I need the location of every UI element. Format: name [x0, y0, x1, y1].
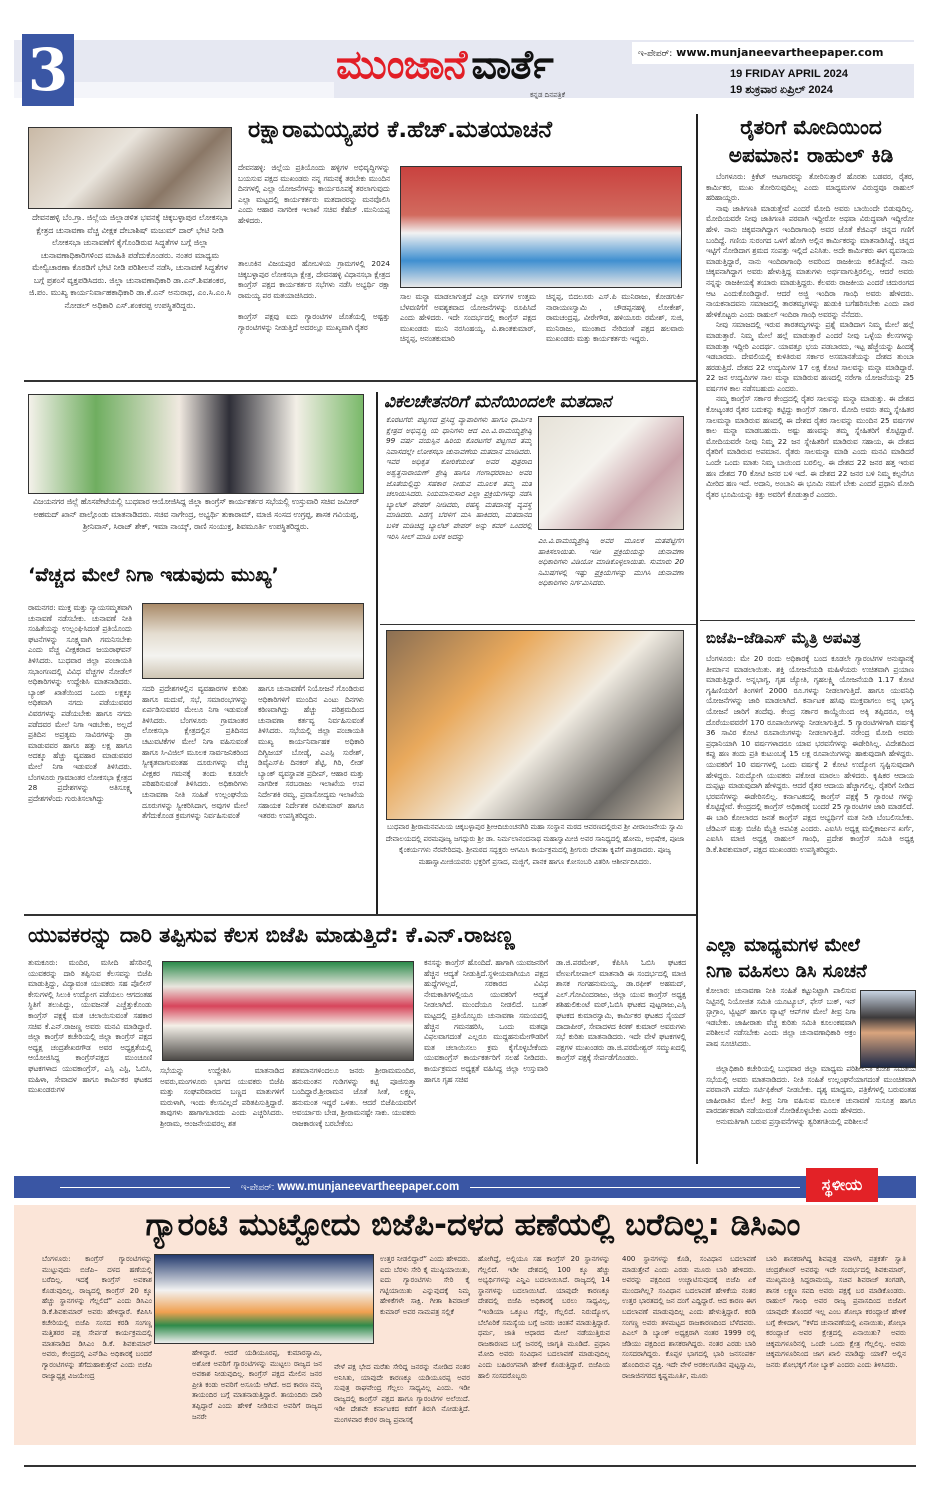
- newspaper-logo: [336, 42, 636, 102]
- article-text-media: [706, 1064, 916, 1164]
- paragraph: ನಮ್ಮ ಕಾಂಗ್ರೆಸ್ ಸರ್ಕಾರ ಕೇಂದ್ರದಲ್ಲಿ ರೈತರ ಸಾಲವನ್ನು ಮನ್ನಾ ಮಾಡುತ್ತು. ಈ ದೇಶದ ಕೋಟ್ಯಂತರ ರೈತರ ಬದುಕನ್ನು ಕಟ್ಟಿದ್ದು ಕಾಂಗ್ರೆಸ್ ಸರ್ಕಾರ. ಮೋದಿ ಅವರು ತಮ್ಮ ಸ್ನೇಹಿತರ ಸಾಲಮನ್ನಾ ಮಾಡಿರುವ ಹಣದಲ್ಲಿ ಈ ದೇಶದ ರೈತರ ಸಾಲವನ್ನು ಮುಂದಿನ 25 ವರ್ಷಗಳ ಕಾಲ ಮನ್ನಾ ಮಾಡಬಹುದು. ಅಷ್ಟು ಹಣವನ್ನು ತಮ್ಮ ಸ್ನೇಹಿತರಿಗೆ ಕೊಟ್ಟಿದ್ದಾರೆ. ಮೋದಿಯವರೇ ನೀವು ನಿಮ್ಮ 22 ಜನ ಸ್ನೇಹಿತರಿಗೆ ಮಾಡಿರುವ ಸಹಾಯ, ಈ ದೇಶದ ರೈತರಿಗೆ ಮಾಡಿರುವ ಅಪಮಾನ. ರೈತರು ಸಾಲಮನ್ನಾ ಮಾಡಿ ಎಂದು ಮನವಿ ಮಾಡಿದರೆ ಒಂದೇ ಒಂದು ಮಾತು ನಿಮ್ಮ ಬಾಯಿಂದ ಬರಲಿಲ್ಲ. ಈ ದೇಶದ 22 ಜನರ ಹತ್ತ ಇರುವ ಹಣ ದೇಶದ 70 ಕೋಟಿ ಜನರ ಬಳಿ ಇದೆ. ಈ ದೇಶದ 22 ಜನರ ಬಳಿ ನಿಮ್ಮ ಕಲ್ಪನೆಗೂ ಮೀರಿದ ಹಣ ಇದೆ. ಅದಾನಿ, ಅಂಬಾನಿ ಈ ಭೂಮಿ ನಮಗೆ ಬೇಕು ಎಂದರೆ ಪ್ರಧಾನಿ ಮೋದಿ ರೈತರ ಭೂಮಿಯನ್ನು ಕಿತ್ತು ಅವರಿಗೆ ಕೊಡುತ್ತಾರೆ ಎಂದರು.: [706, 394, 914, 499]
- photo-zilla-panchayat-meeting: [142, 603, 364, 679]
- photo-congress-youth-meeting: [162, 961, 414, 1061]
- headline-vikala: ವಿಕಲಚೇತನರಿಗೆ ಮನೆಯಿಂದಲೇ ಮತದಾನ: [384, 392, 612, 412]
- article-text: ತಾಲೂಕಿನ ವಿಜಯಪುರ ಹೋಬಳಿಯ ಗ್ರಾಮಗಳಲ್ಲಿ 2024 ಚಿಕ್ಕಬಳ್ಳಾಪುರ ಲೋಕಸಭಾ ಕ್ಷೇತ್ರ, ದೇವನಹಳ್ಳಿ ವಿಧಾನಸಭಾ ಕ್ಷೇತ್ರದ ಕಾಂಗ್ರೆಸ್ ಪಕ್ಷದ ಕಾರ್ಯಕರ್ತರ ಸಭೆಗಳು ನಡೆಸಿ ಅಭ್ಯರ್ಥಿ ರಕ್ಷಾ ರಾಮಯ್ಯ ಪರ ಮತಯಾಚಿಸಿದರು.: [238, 259, 390, 300]
- footer-epaper-link[interactable]: [234, 1176, 466, 1198]
- band-decorative-line: [60, 1187, 230, 1188]
- epaper-url[interactable]: www.munjaneevartheepaper.com: [676, 46, 884, 59]
- headline-vechha: ‘ವೆಚ್ಚದ ಮೇಲೆ ನಿಗಾ ಇಡುವುದು ಮುಖ್ಯ’: [28, 564, 279, 586]
- bottom-rule: [24, 1465, 916, 1467]
- paragraph: ಬೆಂಗಳೂರು: ಕ್ರಿಕೆಟ್ ಆಟಗಾರರನ್ನು ತೋರಿಸುತ್ತಾರೆ ಹೊರತು ಬಡವರ, ರೈತರ, ಕಾರ್ಮಿಕರ, ಮುಖ ತೋರಿಸುವುದಿಲ್ಲ ಎಂದು ಮಾಧ್ಯಮಗಳ ವಿರುದ್ಧವೂ ರಾಹುಲ್ ಹರಿಹಾಯ್ದರು.: [706, 172, 914, 203]
- article-text: ಸಭೆಯನ್ನು ಉದ್ದೇಶಿಸಿ ಮಾತನಾಡಿದ ಅವರು,ಮಂಗಳೂರು ಭಾಗದ ಯುವಕರು ಬಿಜೆಪಿ ಮತ್ತು ಸಂಘಪರಿವಾರದ ಬಣ್ಣದ ಮಾತುಗಳಿಗೆ ಮರುಳಾಗಿ, ಇಂದು ಕೆಲಸವಿಲ್ಲದೆ ಪರಿತಪಿಸುತ್ತಿದ್ದಾರೆ. ತಾವುಗಳು ಹಾಗಾಗಬಾರದು ಎಂದು ಎಚ್ಚರಿಸಿದರು. ಶ್ರೀರಾಮ, ಆಂಜನೇಯವರಲ್ಲ ಶತ: [160, 1066, 284, 1128]
- article-text: ಹೋಗಿದ್ದೆ, ಅಲ್ಲಿಯೂ ಸಹ ಕಾಂಗ್ರೆಸ್ 20 ಸ್ಥಾನಗಳನ್ನು ಗೆಲ್ಲಲಿದೆ. ಇಡೀ ದೇಶದಲ್ಲಿ 100 ಕ್ಕೂ ಹೆಚ್ಚು ಅಭ್ಯರ್ಥಿಗಳನ್ನು ಎನ್ಡಿಎ ಬದಲಾಯಿಸಿದೆ. ರಾಜ್ಯದಲ್ಲಿ 14 ಸ್ಥಾನಗಳನ್ನು ಬದಲಾಯಿಸಿದೆ. ಯಾವುದೇ ಕಾರಣಕ್ಕೂ ದೇಶದಲ್ಲಿ ಬಿಜೆಪಿ ಅಧಿಕಾರಕ್ಕೆ ಬರಲು ಸಾಧ್ಯವಿಲ್ಲ, “ಇಂಡಿಯಾ ಒಕ್ಕೂಟ ಗೆದ್ದೇ, ಗೆಲ್ಲಲಿದೆ. ನಿರುದ್ಯೋಗ, ಬೆಲೆಏರಿಕೆ ಸಮಸ್ಯೆಯ ಬಗ್ಗೆ ಜನರು ಚಿಂತನೆ ಮಾಡುತ್ತಿದ್ದಾರೆ. ಧರ್ಮ, ಜಾತಿ ಆಧಾರದ ಮೇಲೆ ನಡೆಯುತ್ತಿರುವ ರಾಜಕಾರಣದ ಬಗ್ಗೆ ಜನರಲ್ಲಿ ಜಾಗೃತಿ ಮೂಡಿದೆ. ಪ್ರಧಾನಿ ಮೋದಿ ಅವರು ಸಂವಿಧಾನ ಬದಲಾವಣೆ ಮಾಡುವುದಿಲ್ಲ ಎಂದು ಬಹಿರಂಗವಾಗಿ ಹೇಳಿಕೆ ಕೊಡುತ್ತಿದ್ದಾರೆ. ಬಿಜೆಪಿಯ ಹಾಲಿ ಸಂಸದರೊಬ್ಬರು: [478, 1255, 610, 1380]
- article-text: ಕನಸನ್ನು ಕಾಂಗ್ರೆಸ್ ಹೊಂದಿದೆ. ಹಾಗಾಗಿ ಯುವಜನರಿಗೆ ಹೆಚ್ಚಿನ ಆದ್ಯತೆ ನೀಡುತ್ತಿದೆ.ಸ್ಥಳೀಯವಾಗಿಯೂ ಪಕ್ಷದ ಹುದ್ದೆಗಳಲ್ಲದೆ, ಸರಕಾರದ ವಿವಿಧ ನೇಮಕಾತಿಗಳಲ್ಲಿಯೂ ಯುವಕರಿಗೆ ಆದ್ಯತೆ ನೀಡಲಾಗಿದೆ. ಮುಂದೆಯೂ ನೀಡಲಿದೆ. ಬೂತ್ ಮಟ್ಟದಲ್ಲಿ ಪ್ರತಿಯೊಬ್ಬರು ಚುನಾವಣಾ ಸಮಯದಲ್ಲಿ ಹೆಚ್ಚಿನ ಗಮನಹರಿಸಿ, ಒಂದು ಮತವೂ ವಿಫಲವಾಗದಂತೆ ಎಲ್ಲರೂ ಮುದ್ದಹನುಮೇಗೌಡರಿಗೆ ಮತ ಚಲಾಯಿಸಲು ಕ್ರಮ ಕೈಗೊಳ್ಳಬೇಕೆಂದು ಯುವಕಾಂಗ್ರೆಸ್ ಕಾರ್ಯಕರ್ತರಿಗೆ ಸಲಹೆ ನೀಡಿದರು. ಕಾರ್ಯಕ್ರಮದ ಅಧ್ಯಕ್ಷತೆ ವಹಿಸಿದ್ದ ಜಿಲ್ಲಾ ಉಸ್ತುವಾರಿ ಹಾಗೂ ಗೃಹ ಸಚಿವ: [424, 958, 548, 1084]
- article-text: ಶತಮಾನಗಳಿಂದಲೂ ಜನರು ಶ್ರೀರಾಮಮಂದಿರ, ಹನುಮಂತನ ಗುಡಿಗಳನ್ನು ಕಟ್ಟಿ ಪೂಜಿಸುತ್ತಾ ಬಂದಿದ್ದಾರೆ.ಶ್ರೀರಾಮನ ಜೊತೆ ಸೀತೆ, ಲಕ್ಷ್ಮಣ, ಹನುಮಂತ ಇದ್ದರೆ ಒಳಿತು. ಆದರೆ ಬಿಜೆಪಿಯವರಿಗೆ ಅವರ್ಯಾರು ಬೇಡ, ಶ್ರೀರಾಮನಷ್ಟೇ ಸಾಕು. ಯುವಕರು ರಾಜಕಾರಣಕ್ಕೆ ಬರಬೇಕೆಂಬ: [292, 1066, 416, 1128]
- paragraph: ಜಿಲ್ಲಾಧಿಕಾರಿ ಕಚೇರಿಯಲ್ಲಿ ಬುಧವಾರ ಜಿಲ್ಲಾ ಮಾಧ್ಯಮ ಪರಿಶೀಲನಾ ಕೋಶ ಸಮಿತಿಯ ಸಭೆಯಲ್ಲಿ ಅವರು ಮಾತನಾಡಿದರು. ನೀತಿ ಸಂಹಿತೆ ಉಲ್ಲಂಘನೆಯಾಗದಂತೆ ಮುಂಚಿತವಾಗಿ ಪರವಾನಗಿ ಪಡೆದು ಸರ್ಟಿಫಿಕೇಟ್ ನೀಡಬೇಕು. ದೃಶ್ಯ ಮಾಧ್ಯಮ, ಪತ್ರಿಕೆಗಳಲ್ಲಿ ಬರುವಂತಹ ಜಾಹೀರಾತಿನ ಮೇಲೆ ತೀವ್ರ ನಿಗಾ ವಹಿಸುವ ಮೂಲಕ ಚುನಾವಣೆ ಸುಸೂತ್ರ ಹಾಗೂ ಪಾರದರ್ಶಕವಾಗಿ ನಡೆಯುವಂತೆ ನೋಡಿಕೊಳ್ಳಬೇಕು ಎಂದು ಹೇಳಿದರು.: [706, 1064, 916, 1116]
- paragraph: ಅನುಮತಿಗಾಗಿ ಬರುವ ಪ್ರಸ್ತಾವನೆಗಳನ್ನು ತ್ವರಿತಗತಿಯಲ್ಲಿ ಪರಿಶೀಲನೆ: [716, 1116, 868, 1126]
- article-text: ಕಾಂಗ್ರೆಸ್ ಪಕ್ಷವು ಐದು ಗ್ಯಾರಂಟಿಗಳ ಜೊತೆಯಲ್ಲಿ ಅಷ್ಟತ್ತು ಗ್ಯಾರಂಟಿಗಳನ್ನು ನೀಡುತ್ತಿದೆ ಅದರಲ್ಲೂ ಮುಖ್ಯವಾಗಿ ರೈತರ: [238, 312, 390, 332]
- band-decorative-line: [470, 1187, 800, 1188]
- article-text: ಬೆಂಗಳೂರು: ಮೇ 20 ರಂದು ಅಧಿಕಾರಕ್ಕೆ ಬಂದ ಕೂಡಲೇ ಗ್ಯಾರಂಟಿಗಳ ಅನುಷ್ಠಾನಕ್ಕೆ ತೀರ್ಮಾನ ಮಾಡಲಾಯಿತು. ಶಕ್ತಿ ಯೋಜನೆಯಡಿ ಮಹಿಳೆಯರು ಉಚಿತವಾಗಿ ಪ್ರಯಾಣ ಮಾಡುತ್ತಿದ್ದಾರೆ. ಅನ್ನಭಾಗ್ಯ, ಗೃಹ ಜ್ಯೋತಿ, ಗೃಹಲಕ್ಷ್ಮಿ ಯೋಜನೆಯಡಿ 1.17 ಕೋಟಿ ಗೃಹಿಣಿಯರಿಗೆ ತಿಂಗಳಿಗೆ 2000 ರೂ.ಗಳನ್ನು ನೀಡಲಾಗುತ್ತಿದೆ. ಹಾಗೂ ಯುವನಿಧಿ ಯೋಜನೆಗಳನ್ನು ಜಾರಿ ಮಾಡಲಾಗಿದೆ. ಕರ್ನಾಟಕ ಹಸಿವು ಮುಕ್ತವಾಗಲು ಅನ್ನ ಭಾಗ್ಯ ಯೋಜನೆ ಜಾರಿಗೆ ತಂದೆವು. ಕೇಂದ್ರ ಸರ್ಕಾರ ಕಾಯ್ದೆಯಿಂದ ಅಕ್ಕಿ ತಪ್ಪಿದರೂ, ಅಕ್ಕಿ ದೊರೆಯುವವರೆಗೆ 170 ರೂಪಾಯಿಗಳನ್ನು ನೀಡಲಾಗುತ್ತಿದೆ. 5 ಗ್ಯಾರಂಟಿಗಳಿಗಾಗಿ ವರ್ಷಕ್ಕೆ 36 ಸಾವಿರ ಕೋಟಿ ರೂಪಾಯಿಗಳನ್ನು ನೀಡಲಾಗುತ್ತಿದೆ. ನರೇಂದ್ರ ಮೋದಿ ಅವರು ಪ್ರಧಾನಿಯಾಗಿ 10 ವರ್ಷಗಳಾದರೂ ಯಾವ ಭರವಸೆಗಳನ್ನು ಈಡೇರಿಸಿಲ್ಲ. ವಿದೇಶದಿಂದ ಕಪ್ಪು ಹಣ ತಂದು ಪ್ರತಿ ಕುಟುಂಬಕ್ಕೆ 15 ಲಕ್ಷ ರೂಪಾಯಿಗಳನ್ನು ಹಾಕುವುದಾಗಿ ಹೇಳಿದ್ದರು. ಯುವಕರಿಗೆ 10 ವರ್ಷಗಳಲ್ಲಿ ಒಂದು ವರ್ಷಕ್ಕೆ 2 ಕೋಟಿ ಉದ್ಯೋಗ ಸೃಷ್ಟಿಸುವುದಾಗಿ ಹೇಳಿದ್ದರು. ನಿರುದ್ಯೋಗಿ ಯುವಕರು ಪಕೋಡ ಮಾರಲು ಹೇಳಿದರು. ಕೃಷಿಕರ ಆದಾಯ ದುಪ್ಪಟ್ಟು ಮಾಡುವುದಾಗಿ ಹೇಳಿದ್ದರು. ಆದರೆ ರೈತರ ಆದಾಯ ಹೆಚ್ಚಾಗಲಿಲ್ಲ. ರೈತರಿಗೆ ನೀಡಿದ ಭರವಸೆಗಳನ್ನು ಈಡೇರಿಸಲಿಲ್ಲ. ಕರ್ನಾಟಕದಲ್ಲಿ ಕಾಂಗ್ರೆಸ್ ಪಕ್ಷಕ್ಕೆ 5 ಗ್ಯಾರಂಟಿ ಗಳನ್ನು ಕೊಟ್ಟಿದ್ದೇವೆ. ಕೇಂದ್ರದಲ್ಲಿ ಕಾಂಗ್ರೆಸ್ ಅಧಿಕಾರಕ್ಕೆ ಬಂದರೆ 25 ಗ್ಯಾರಂಟಿಗಳ ಜಾರಿ ಮಾಡಲಿದೆ. ಈ ಬಾರಿ ಕೋಲಾರದ ಜನತೆ ಕಾಂಗ್ರೆಸ್ ಪಕ್ಷದ ಅಭ್ಯರ್ಥಿಗೆ ಮತ ನೀಡಿ ಬೆಂಬಲಿಸಬೇಕು. ಜೆಡಿಎಸ್ ಮತ್ತು ಬಿಜೆಪಿ ಮೈತ್ರಿ ಅಪವಿತ್ರ ಎಂದರು. ಎಐಸಿಸಿ ಅಧ್ಯಕ್ಷ ಮಲ್ಲಿಕಾರ್ಜುನ ಖರ್ಗೆ, ಎಐಸಿಸಿ ಮಾಜಿ ಅಧ್ಯಕ್ಷ ರಾಹುಲ್ ಗಾಂಧಿ, ಪ್ರದೇಶ ಕಾಂಗ್ರೆಸ್ ಸಮಿತಿ ಅಧ್ಯಕ್ಷ ಡಿ.ಕೆ.ಶಿವಕುಮಾರ್, ಪಕ್ಷದ ಮುಖಂಡರು ಉಪಸ್ಥಿತರಿದ್ದರು.: [706, 654, 914, 854]
- article-text: ಡಾ.ಜಿ.ಪರಮೇಶ್, ಕೆಪಿಸಿಸಿ ಓಬಿಸಿ ಘಟಕದ ವೇಣುಗೋಪಾಲ್ ಮಾತನಾಡಿ ಈ ಸಂದರ್ಭದಲ್ಲಿ ಮಾಜಿ ಶಾಸಕ ಗಂಗಹನುಮಯ್ಯ, ಡಾ.ರಫೀಕ್ ಅಹಮದ್, ಎಲ್.ಗೋವಿಂದರಾಜು, ಜಿಲ್ಲಾ ಯುವ ಕಾಂಗ್ರೆಸ್ ಅಧ್ಯಕ್ಷ ಶಶಿಹುಲಿಕುಂಟೆ ಮಠ್,ಓಬಿಸಿ ಘಟಕದ ಪುಟ್ಟರಾಜು,ಎಸ್ಸಿ ಘಟಕದ ಕುಮಾರಸ್ವಾಮಿ, ಕಾರ್ಮಿಕರ ಘಟಕದ ಸೈಯದ್ ದಾದಾಪೀರ್, ಸೇವಾದಳದ ಕಿರಣ್ ಕುಮಾರ್ ಅವರುಗಳು ಸಭೆ ಕುರಿತು ಮಾತನಾಡಿದರು. ಇದೇ ವೇಳೆ ಘಟಕಗಳಲ್ಲಿ ಪಕ್ಷಗಳ ಮುಖಂಡರು ಡಾ.ಜಿ.ಪರಮೇಶ್ವರ್ ಸಮ್ಮುಖದಲ್ಲಿ ಕಾಂಗ್ರೆಸ್ ಪಕ್ಷಕ್ಕೆ ಸೇರ್ಪಡೆಗೊಂಡರು.: [556, 958, 686, 1063]
- article-text-rahul: [706, 172, 914, 620]
- footer-epaper-prefix: ಇ-ಪೇಪರ್:: [240, 1182, 275, 1192]
- paragraph: ನಾವು ಜಾತಿಗಣತಿ ಮಾಡುತ್ತೇವೆ ಎಂದರೆ ಮೋದಿ ಅವರು ಬಾಯಿಂದೇ ಬಿಡುವುದಿಲ್ಲ. ಮೋದಿಯವರೇ ನೀವು ಜಾತಿಗಣತಿ ಪರವಾಗಿ ಇದ್ದೀರೋ ಅಥವಾ ವಿರುದ್ಧವಾಗಿ ಇದ್ದೀರೋ ಹೇಳಿ. ನಾನು ಚಿಕ್ಕವನಾಗಿದ್ದಾಗ ಇಂದಿರಾಗಾಂಧಿ ಅವರ ಜೊತೆ ಕೆಜಿಎಫ್ ಚಿನ್ನದ ಗಣಿಗೆ ಬಂದಿದ್ದೆ. ಗಣಿಯ ಸುರಂಗದ ಒಳಗೆ ಹೋಗಿ ಅಲ್ಲಿನ ಕಾರ್ಮಿಕರನ್ನು ಮಾತನಾಡಿಸಿದ್ದೆ. ಚಿನ್ನದ ಇಟ್ಟಿಗೆ ನೋಡಿದಾಗ ಶ್ರಮದ ಸಂಪತ್ತು ಇಲ್ಲಿದೆ ಎನಿಸಿತು. ಅದೇ ಕಾರ್ಮಿಕರು ಈಗ ವ್ಯವಸಾಯ ಮಾಡುತ್ತಿದ್ದಾರೆ, ನಾನು ಇಂದಿರಾಗಾಂಧಿ ಅವರಿಂದ ರಾಜಕೀಯ ಕಲಿತಿದ್ದೇನೆ. ನಾನು ಚಿಕ್ಕವನಾಗಿದ್ದಾಗ ಅವರು ಹೇಳುತ್ತಿದ್ದ ಮಾತುಗಳು ಅರ್ಥವಾಗುತ್ತಿರಲಿಲ್ಲ. ಆದರೆ ಅವರು ನನ್ನನ್ನು ರಾಜಕೀಯಕ್ಕೆ ತಯಾರು ಮಾಡುತ್ತಿದ್ದರು. ಕೆಲವರು ರಾಜಕೀಯ ಎಂದರೆ ಚದುರಂಗದ ಆಟ ಎಂದುಕೊಂಡಿದ್ದಾರೆ. ಆದರೆ ಅಜ್ಜಿ ಇಂದಿರಾ ಗಾಂಧಿ ಅವರು ಹೇಳಿದರು. ನಾಯಕನಾದವನು ಸಮಾಜದಲ್ಲಿ ತಾರತಮ್ಯಗಳನ್ನು ಹುಡುಕಿ ಬಗೆಹರಿಸಬೇಕು ಎಂದು ಪಾಠ ಹೇಳಿಕೊಟ್ಟರು ಎಂದು ರಾಹುಲ್ ಇಂದಿರಾ ಗಾಂಧಿ ಅವರನ್ನು ನೆನೆದರು.: [706, 203, 914, 319]
- date-kannada: 19 ಶುಕ್ರವಾರ ಏಪ್ರಿಲ್ 2024: [730, 84, 833, 96]
- photo-congress-meeting: [28, 394, 364, 494]
- article-text: ತುಮಕೂರು: ಮಂದಿರ, ಮಸೀದಿ ಹೆಸರಿನಲ್ಲಿ ಯುವಕರನ್ನು ದಾರಿ ತಪ್ಪಿಸುವ ಕೆಲಸವನ್ನು ಬಿಜೆಪಿ ಮಾಡುತ್ತಿದ್ದು, ವಿದ್ಯಾವಂತ ಯುವಕರು ಸಹ ಪೊಲೀಸ್ ಕೇಸುಗಳಲ್ಲಿ ಸಿಲುಕಿ ಉದ್ಯೋಗ ಪಡೆಯಲು ಆಗದಂತಹ ಸ್ಥಿತಿಗೆ ತಲುಪಿದ್ದು, ಯುವಜನತೆ ಎಚ್ಚೆತ್ತುಕೊಂಡು ಕಾಂಗ್ರೆಸ್ ಪಕ್ಷಕ್ಕೆ ಮತ ಚಲಾಯಿಸುವಂತೆ ಸಹಕಾರ ಸಚಿವ ಕೆ.ಎನ್.ರಾಜಣ್ಣ ಅವರು ಮನವಿ ಮಾಡಿದ್ದಾರೆ. ಜಿಲ್ಲಾ ಕಾಂಗ್ರೆಸ್ ಕಚೇರಿಯಲ್ಲಿ ಜಿಲ್ಲಾ ಕಾಂಗ್ರೆಸ್ ಪಕ್ಷದ ಅಧ್ಯಕ್ಷ ಚಂದ್ರಶೇಖರಗೌಡ ಅವರ ಅಧ್ಯಕ್ಷತೆಯಲ್ಲಿ ಆಯೋಜಿಸಿದ್ದ ಕಾಂಗ್ರೆಸ್‌ಪಕ್ಷದ ಮುಂಚೂಣಿ ಘಟಕಗಳಾದ ಯುವಕಾಂಗ್ರೆಸ್, ಎಸ್ಸಿ ಎಸ್ಟಿ, ಓಬಿಸಿ, ಮಹಿಳಾ, ಸೇವಾದಳ ಹಾಗೂ ಕಾರ್ಮಿಕರ ಘಟಕದ ಮುಖಂಡರುಗಳ: [28, 958, 152, 1095]
- photo-party-joining-event: [154, 1254, 374, 1344]
- photo-caption: ಬುಧವಾರ ಶ್ರೀರಾಮನವಮಿಯ ಚಿಕ್ಕಬಳ್ಳಾಪುರ ಶ್ರೀಆದಿಚುಂಚನಗಿರಿ ಮಹಾ ಸಂಸ್ಥಾನ ಮಠದ ಆವರಣದಲ್ಲಿರುವ ಶ್ರೀ ವೀರಾಂಜನೇಯ ಸ್ವಾಮಿ ದೇವಾಲಯದಲ್ಲಿ ಪರಮಪೂಜ್ಯ ಜಗದ್ಗುರು ಶ್ರೀ ಡಾ. ನಿರ್ಮಲಾನಂದನಾಥ ಮಹಾಸ್ವಾಮೀಜಿ ಅವರ ಸಾನಿಧ್ಯದಲ್ಲಿ ಹೋಮ, ಅಭಿಷೇಕ, ಪೂಜಾ ಕೈಂಕರ್ಯಗಳು ನೆರವೇರಿದವು. ಶ್ರೀಮಠದ ಸದ್ಭಕ್ತರು ಆಗಮಿಸಿ ಕಾರ್ಯಕ್ರಮದಲ್ಲಿ ಶ್ರೀಗುರು ದೇವತಾ ಕೃಪೆಗೆ ಪಾತ್ರರಾದರು. ಪೂಜ್ಯ ಮಹಾಸ್ವಾಮೀಜಿಯವರು ಭಕ್ತರಿಗೆ ಪ್ರಸಾದ, ಮಜ್ಜಿಗೆ, ಪಾನಕ ಹಾಗೂ ಕೋಸಂಬರಿ ವಿತರಿಸಿ ಆಶೀರ್ವದಿಸಿದರು.: [385, 823, 685, 866]
- article-text: 400 ಸ್ಥಾನಗಳನ್ನು ಕೊಡಿ, ಸಂವಿಧಾನ ಬದಲಾವಣೆ ಮಾಡುತ್ತೇವೆ ಎಂದು ಎರಡು ಮೂರು ಬಾರಿ ಹೇಳಿದರು. ಅವರನ್ನು ಪಕ್ಷದಿಂದ ಉಚ್ಚಾಟಿಸುವುದಕ್ಕೆ ಬಿಜೆಪಿ ಏಕೆ ಮುಂದಾಗಿಲ್ಲ? ಸಂವಿಧಾನ ಬದಲಾವಣೆ ಹೇಳಿಕೆಯ ನಂತರ ಉತ್ತರ ಭಾರತದಲ್ಲಿ ಜನ ದಂಗೆ ಎದ್ದಿದ್ದಾರೆ. ಆದ ಕಾರಣ ಈಗ ಬದಲಾವಣೆ ಮಾಡುವುದಿಲ್ಲ ಎಂದು ಹೇಳುತ್ತಿದ್ದಾರೆ. ಕರಡಿ ಸಂಗಣ್ಣ ಅವರು ತಳಮಟ್ಟದ ರಾಜಕಾರಣದಿಂದ ಬೆಳೆದವರು. ಪಿಎಲ್‌ ಡಿ ಬ್ಯಾಂಕ್ ಅಧ್ಯಕ್ಷರಾಗಿ ನಂತರ 1999 ರಲ್ಲಿ ಜೆಡಿಯು ಪಕ್ಷದಿಂದ ಶಾಸಕರಾಗಿದ್ದರು. ನಂತರ ಎರಡು ಬಾರಿ ಸಂಸದರಾಗಿದ್ದರು. ಕೊಪ್ಪಳ ಭಾಗದಲ್ಲಿ ಭಾರಿ ಜನಸಂಪರ್ಕ ಹೊಂದಿರುವ ವ್ಯಕ್ತಿ. ಇದೇ ವೇಳೆ ಅರಕಲಗೂಡಿನ ಪುಟ್ಟಸ್ವಾಮಿ, ರಾಜಾಜಿನಗರದ ಕೃಷ್ಣಮೂರ್ತಿ, ಮೂರು: [622, 1255, 756, 1380]
- headline-rahul-line1: ರೈತರಿಗೆ ಮೋದಿಯಿಂದ: [740, 115, 882, 139]
- epaper-prefix: ಇ-ಪೇಪರ್:: [638, 49, 673, 59]
- headline-raksha: ರಕ್ಷಾರಾಮಯ್ಯಪರ ಕೆ.ಹೆಚ್.ಮತಯಾಚನೆ: [248, 117, 553, 143]
- photo-caption: ವಿಜಯನಗರ ಜಿಲ್ಲೆ ಹೊಸಪೇಟೆಯಲ್ಲಿ ಬುಧವಾರ ಆಯೋಜಿಸಿದ್ದ ಜಿಲ್ಲಾ ಕಾಂಗ್ರೆಸ್ ಕಾರ್ಯಕರ್ತರ ಸಭೆಯಲ್ಲಿ ಉಸ್ತುವಾರಿ ಸಚಿವ ಜಮೀರ್ ಅಹಮದ್ ಖಾನ್ ಪಾಲ್ಗೊಂಡು ಮಾತನಾಡಿದರು. ಸಚಿವ ನಾಗೇಂದ್ರ, ಅಭ್ಯರ್ಥಿ ತುಕಾರಾಮ್, ಮಾಜಿ ಸಂಸದ ಉಗ್ರಪ್ಪ, ಶಾಸಕ ಗವಿಯಪ್ಪ, ಶ್ರೀನಿವಾಸ್, ಸಿರಾಜ್ ಶೇಕ್, ಇಮಾ ನಾಯ್ಕ್, ರಾಣಿ ಸಂಯುಕ್ತ, ಶಿವಮೂರ್ತಿ ಉಪಸ್ಥಿತರಿದ್ದರು.: [32, 497, 360, 531]
- article-text: ಹಾಗೂ ಚುನಾವಣೆಗೆ ನಿಯೋಜನೆ ಗೊಂಡಿರುವ ಅಧಿಕಾರಿಗಳಿಗೆ ಮುಂದಿನ ಎಂಟು ದಿನಗಳು ಕಠಿಣವಾಗಿದ್ದು ಹೆಚ್ಚು ಪರಿಶ್ರಮದಿಂದ ಚುನಾವಣಾ ಕರ್ತವ್ಯ ನಿರ್ವಹಿಸುವಂತೆ ತಿಳಿಸಿದರು. ಸಭೆಯಲ್ಲಿ ಜಿಲ್ಲಾ ಪಂಚಾಯತಿ ಮುಖ್ಯ ಕಾರ್ಯನಿರ್ವಾಹಕ ಅಧಿಕಾರಿ ದಿಗ್ವಿಜಯ್ ಬೋಡ್ಕೆ, ಎಎಸ್ಪಿ ಸುರೇಶ್, ಡಿವೈಎಸ್‌ಪಿ ದಿನಕರ್ ಶೆಟ್ಟಿ, ಗಿರಿ, ಲೀಡ್ ಬ್ಯಾಂಕ್ ವ್ಯವಸ್ಥಾಪಕ ಪ್ರದೀಪ್, ಆಹಾರ ಮತ್ತು ನಾಗರೀಕ ಸರಬರಾಜು ಇಲಾಖೆಯ ಉಪ ನಿರ್ದೇಶಕಿ ರಮ್ಯ, ಪ್ರವಾಸೋದ್ಯಮ ಇಲಾಖೆಯ ಸಹಾಯಕ ನಿರ್ದೇಶಕ ರವಿಕುಮಾರ್ ಹಾಗೂ ಇತರರು ಉಪಸ್ಥಿತರಿದ್ದರು.: [258, 684, 364, 821]
- article-text: ಹೇಳಿದ್ದಾರೆ. ಆದರೆ ಯಡಿಯೂರಪ್ಪ, ಕುಮಾರಸ್ವಾಮಿ, ಅಶೋಕ ಅವರಿಗೆ ಗ್ಯಾರಂಟಿಗಳನ್ನು ಮುಟ್ಟಲು ರಾಜ್ಯದ ಜನ ಅವಕಾಶ ನೀಡುವುದಿಲ್ಲ. ಕಾಂಗ್ರೆಸ್ ಪಕ್ಷದ ಮೇಲಿನ ಜನರ ಪ್ರೀತಿ ಕಂಡು ಅವರಿಗೆ ಅಸೂಯೆ ಆಗಿದೆ. ಅದ ಕಾರಣ ನಮ್ಮ ತಾಯಂದಿರ ಬಗ್ಗೆ ಮಾತನಾಡುತ್ತಿದ್ದಾರೆ. ತಾಯಂದಿರು ದಾರಿ ತಪ್ಪಿದ್ದಾರೆ ಎಂದು ಹೇಳಿಕೆ ನೀಡಿರುವ ಅವರಿಗೆ ರಾಜ್ಯದ ಜನರೇ: [192, 1349, 322, 1421]
- epaper-link-box[interactable]: [632, 42, 914, 64]
- photo-elderly-voter: [538, 416, 684, 530]
- article-text: ದೇವನಹಳ್ಳಿ: ಜಿಲ್ಲೆಯ ಪ್ರತಿಯೊಂದು ಹಳ್ಳಿಗಳ ಅಭಿವೃದ್ಧಿಗಳನ್ನು ಬಯಸುವ ಪಕ್ಷದ ಮುಖಂಡರು ನನ್ನ ಗಮನಕ್ಕೆ ತರಬೇಕು ಮುಂದಿನ ದಿನಗಳಲ್ಲಿ ಎಲ್ಲಾ ಯೋಜನೆಗಳನ್ನು ಕಾರ್ಯರೂಪಕ್ಕೆ ತರಲಾಗುವುದು ಎಲ್ಲಾ ಮಟ್ಟದಲ್ಲಿ ಕಾರ್ಯಕರ್ತರು ಮತದಾರರನ್ನು ಮನವೊಲಿಸಿ ಎಂದು ಆಹಾರ ನಾಗರೀಕ ಇಲಾಖೆ ಸಚಿವ ಕೆಹೆಚ್ .ಮುನಿಯಪ್ಪ ಹೇಳಿದರು.: [238, 163, 390, 225]
- column-divider-middle: [376, 392, 378, 914]
- footer-epaper-url[interactable]: www.munjaneevartheepaper.com: [277, 1181, 460, 1193]
- section-rule: [24, 914, 696, 916]
- article-text: ಎಂ.ವಿ.ರಾಮಯ್ಯಶ್ರೇಷ್ಠಿ ಅವರ ಮೂಲಕ ಮತಪೆಟ್ಟಿಗೆಗೆ ಹಾಕಿಸಲಾಯಿತು. ಇಡೀ ಪ್ರಕ್ರಿಯೆಯನ್ನು ಚುನಾವಣಾ ಅಧಿಕಾರಿಗಳು ವಿಡಿಯೋ ಮಾಡಿಕೊಳ್ಳಲಾಯಿತು. ಸುಮಾರು 20 ನಿಮಿಷಗಳಲ್ಲಿ ಇಷ್ಟು ಪ್ರಕ್ರಿಯೆಗಳನ್ನು ಮುಗಿಸಿ ಚುನಾವಣಾ ಅಧಿಕಾರಿಗಳು ನಿರ್ಗಮಿಸಿದರು.: [538, 536, 684, 588]
- article-text: ವೇಳೆ ಪಕ್ಷ ಭೇದ ಮರೆತು ಸೇರಿದ್ದ ಜನರನ್ನು ನೋಡಿದ ನಂತರ ಅನಿಸಿತು, ಯಾವುದೇ ಕಾರಣಕ್ಕೂ ಯಡಿಯೂರಪ್ಪ ಅವರ ಸುಪುತ್ರ ರಾಘವೇಂದ್ರ ಗೆಲ್ಲಲು ಸಾಧ್ಯವಿಲ್ಲ ಎಂದು. ಇಡೀ ರಾಜ್ಯದಲ್ಲಿ ಕಾಂಗ್ರೆಸ್ ಪಕ್ಷದ ಹಾಗೂ ಗ್ಯಾರಂಟಿಗಳ ಅಲೆಯಿದೆ. ಇಡೀ ದೇಶವೇ ಕರ್ನಾಟಕದ ಕಡೆಗೆ ತಿರುಗಿ ನೋಡುತ್ತಿದೆ. ಮಂಗಳವಾರ ಕೇರಳ ರಾಜ್ಯ ಪ್ರವಾಸಕ್ಕೆ: [334, 1363, 470, 1424]
- headline-bjp-jds: ಬಿಜೆಪಿ–ಜೆಡಿಎಸ್ ಮೈತ್ರಿ ಅಪವಿತ್ರ: [706, 629, 861, 647]
- headline-guarantee: ಗ್ಯಾರಂಟಿ ಮುಟ್ಟೋದು ಬಿಜೆಪಿ-ದಳದ ಹಣೆಯಲ್ಲಿ ಬರೆದಿಲ್ಲ: ಡಿಸಿಎಂ: [145, 1207, 801, 1243]
- article-text: ರಾಮನಗರ: ಮುಕ್ತ ಮತ್ತು ನ್ಯಾಯಸಮ್ಮತವಾಗಿ ಚುನಾವಣೆ ನಡೆಸಬೇಕು. ಚುನಾವಣೆ ನೀತಿ ಸಂಹಿತೆಯನ್ನು ಉಲ್ಲಂಘಿಸಿದಂತೆ ಪ್ರತಿಯೊಂದು ಘಟನೆಗಳನ್ನು ಸೂಕ್ಷ್ಮವಾಗಿ ಗಮನಿಸಬೇಕು ಎಂದು ವೆಚ್ಚ ವೀಕ್ಷಕರಾದ ಜಯರಾಘವನ್ ತಿಳಿಸಿದರು. ಬುಧವಾರ ಜಿಲ್ಲಾ ಪಂಚಾಯತಿ ಸಭಾಂಗಣದಲ್ಲಿ ವಿವಿಧ ವೆಚ್ಚಗಳ ನೋಡೆಲ್ ಅಧಿಕಾರಿಗಳನ್ನು ಉದ್ದೇಶಿಸಿ ಮಾತನಾಡಿದರು. ಬ್ಯಾಂಕ್ ಖಾತೆಯಿಂದ ಒಂದು ಲಕ್ಷಕ್ಕೂ ಅಧಿಕವಾಗಿ ನಗದು ಪಡೆಯುವವರ ವಿವರಗಳನ್ನು ಪಡೆಯಬೇಕು ಹಾಗೂ ನಗದು ಪಡೆದವರ ಮೇಲೆ ನಿಗಾ ಇಡಬೇಕು, ಅಲ್ಲದೆ ಪ್ರತಿದಿನ ಅಪ್ರತ್ಯಮ ಸಾವಿರಗಳನ್ನು ಡ್ರಾ ಮಾಡುವವರ ಹಾಗೂ ಹತ್ತು ಲಕ್ಷ ಹಾಗೂ ಅದಕ್ಕೂ ಹೆಚ್ಚು ವ್ಯವಹಾರ ಮಾಡುವವರ ಮೇಲೆ ನಿಗಾ ಇಡುವಂತೆ ತಿಳಿಸಿದರು. ಬೆಂಗಳೂರು ಗ್ರಾಮಾಂತರ ಲೋಕಸಭಾ ಕ್ಷೇತ್ರದ 28 ಪ್ರದೇಶಗಳನ್ನು ಅತಿಸೂಕ್ಷ್ಮ ಪ್ರದೇಶಗಳೆಂದು ಗುರುತಿಸಲಾಗಿದ್ದು: [28, 603, 132, 803]
- section-rule: [380, 624, 696, 625]
- logo-tagline: ಕನ್ನಡ ದಿನಪತ್ರಿಕೆ: [530, 91, 566, 99]
- section-rule: [700, 620, 915, 621]
- article-text: ಬಾರಿ ಶಾಸಕರಾಗಿದ್ದ ಶಿವಪುತ್ರ ಮಾಳಗಿ, ಪತ್ರಕರ್ತೆ ಸ್ವಾತಿ ಚಂದ್ರಶೇಖರ್ ಅವರನ್ನು ಇದೇ ಸಂದರ್ಭದಲ್ಲಿ ಶಿವಕುಮಾರ್, ಮುಖ್ಯಮಂತ್ರಿ ಸಿದ್ದರಾಮಯ್ಯ, ಸಚಿವ ಶಿವರಾಜ್ ತಂಗಡಗಿ, ಶಾಸಕ ಲಕ್ಷ್ಮಣ ಸವದಿ ಅವರು ಪಕ್ಷಕ್ಕೆ ಬರ ಮಾಡಿಕೊಂಡರು. ರಾಹುಲ್ ಗಾಂಧಿ ಅವರ ರಾಜ್ಯ ಪ್ರವಾಸದಿಂದ ಬಿಜೆಪಿಗೆ ಯಾವುದೇ ತೊಂದರೆ ಇಲ್ಲ ಎಂಬ ಶೋಭಾ ಕರಂದ್ಲಾಜೆ ಹೇಳಿಕೆ ಬಗ್ಗೆ ಕೇಳಿದಾಗ, “ಕಳೆದ ಚುನಾವಣೆಯಲ್ಲಿ ಏನಾಯಿತು, ಶೋಭಾ ಕರಂದ್ಲಾಜೆ ಅವರ ಕ್ಷೇತ್ರದಲ್ಲಿ ಏನಾಯಿತು? ಅವರು ಚಿಕ್ಕಮಗಳೂರಿನಲ್ಲಿ ಒಂದೇ ಒಂದು ಕ್ಷೇತ್ರ ಗೆಲ್ಲಲಿಲ್ಲ. ಅವರು ಚಿಕ್ಕಮಗಳೂರಿನಿಂದ ಜಾಗ ಖಾಲಿ ಮಾಡಿದ್ದು ಯಾಕೆ? ಅಲ್ಲಿನ ಜನರು ಶೋಭಕ್ಕಗೆ ಗೋ ಬ್ಯಾಕ್ ಎಂದರು ಎಂದು ತಿಳಿಸಿದರು.: [766, 1255, 906, 1369]
- photo-election-observer: [28, 127, 232, 209]
- photo-caption: ದೇವನಹಳ್ಳಿ ಬೆಂ.ಗ್ರಾ. ಜಿಲ್ಲೆಯ ಜಿಲ್ಲಾಡಳಿತ ಭವನಕ್ಕೆ ಚಿಕ್ಕಬಳ್ಳಾಪುರ ಲೋಕಸಭಾ ಕ್ಷೇತ್ರದ ಚುನಾವಣಾ ವೆಚ್ಚ ವೀಕ್ಷಕ ದೇಬಾಶಿಷ್ ಮಜುಮ್ ದಾರ್ ಭೇಟಿ ನೀಡಿ ಲೋಕಸಭಾ ಚುನಾವಣೆಗೆ ಕೈಗೊಂಡಿರುವ ಸಿದ್ಧತೆಗಳ ಬಗ್ಗೆ ಜಿಲ್ಲಾ ಚುನಾವಣಾಧಿಕಾರಿಗಳಿಂದ ಮಾಹಿತಿ ಪಡೆದುಕೊಂಡರು. ನಂತರ ಮಾಧ್ಯಮ ಮೇಲ್ವಿಚಾರಣಾ ಕೊಠಡಿಗೆ ಭೇಟಿ ನೀಡಿ ಪರಿಶೀಲನೆ ನಡೆಸಿ, ಚುನಾವಣೆ ಸಿದ್ಧತೆಗಳ ಬಗ್ಗೆ ಪ್ರಶಂಸೆ ವ್ಯಕ್ತಪಡಿಸಿದರು. ಜಿಲ್ಲಾ ಚುನಾವಣಾಧಿಕಾರಿ ಡಾ.ಎನ್.ಶಿವಶಂಕರ, ಜಿ.ಪಂ. ಮುಖ್ಯ ಕಾರ್ಯನಿರ್ವಾಹಕಾಧಿಕಾರಿ ಡಾ.ಕೆ.ಎನ್ ಅನುರಾಧ, ಎಂ.ಸಿ.ಎಂ.ಸಿ ನೋಡಲ್ ಅಧಿಕಾರಿ ಎಸ್.ಶಂಕರಪ್ಪ ಉಪಸ್ಥಿತರಿದ್ದರು.: [28, 213, 232, 310]
- article-text: ಉತ್ತರ ನೀಡಲಿದ್ದಾರೆ” ಎಂದು ಹೇಳಿದರು. ಐದು ಬೆರಳು ಸೇರಿ ಕೈ ಮುಷ್ಠಿಯಾಯಿತು, ಐದು ಗ್ಯಾರಂಟಿಗಳು ಸೇರಿ ಕೈ ಗಟ್ಟಿಯಾಯಿತು ಎನ್ನುವುದಕ್ಕೆ ನಿಮ್ಮ ಹೇಳಿಕೆಗಳೇ ಸಾಕ್ಷಿ. ಗೀತಾ ಶಿವರಾಜ್ ಕುಮಾರ್ ಅವರ ನಾಮಪತ್ರ ಸಲ್ಲಿಕೆ: [380, 1255, 470, 1316]
- headline-media-line2: ನಿಗಾ ವಹಿಸಲು ಡಿಸಿ ಸೂಚನೆ: [706, 961, 867, 982]
- article-text: ಕೊರಟಗೆರೆ: ಪಟ್ಟಣದ ಪ್ರಸಿದ್ಧ ವ್ಯಾಪಾರಿಗಳು ಹಾಗೂ ಧಾರ್ಮಿಕ ಕ್ಷೇತ್ರದ ಅಭಿವೃದ್ಧಿ ಯ ಧಾನಿಗಳು ಆದ ಎಂ.ವಿ.ರಾಮಯ್ಯಶ್ರೇಷ್ಠಿ 99 ವರ್ಷ ವಯಸ್ಸಿನ ಹಿರಿಯ ಕೊರಟಗೆರೆ ಪಟ್ಟಣದ ತಮ್ಮ ನಿವಾಸದಲ್ಲೇ ಲೋಕಸಭಾ ಚುನಾವಣೆಯ ಮತದಾನ ಮಾಡಿದರು. ಇವರ ಅಧಿಕೃತ ಕೋರಿಕೆಯಂತೆ ಅವರ ಪುತ್ರರಾದ ಅಶ್ವತ್ಥನಾರಾಯಣ್ ಶ್ರೇಷ್ಠಿ ಹಾಗೂ ಗಂಗಾಧರರಾಜು ಅವರ ಜೊತೆಯಲ್ಲಿದ್ದು ಸಹಕಾರ ನೀಡುವ ಮೂಲಕ ತಮ್ಮ ಮತ ಚಲಾಯಿಸಿದರು. ನಿಯಮಾನುಸಾರ ಎಲ್ಲಾ ಪ್ರಕ್ರಿಯೆಗಳನ್ನು ನಡೆಸಿ ಬ್ಯಾಲೆಟ್ ಪೇಪರ್ ನೀಡಿದರು, ರಹಸ್ಯ ಮತದಾನಕ್ಕೆ ವ್ಯವಸ್ಥೆ ಮಾಡಿದರು. ಎಡಗೈ ಬೆರಳಿಗೆ ಮಸಿ ಹಾಕಿದರು, ಮತದಾನದ ಬಳಿಕ ಮಡಿಚಿದ್ದ ಬ್ಯಾಲೆಟ್ ಪೇಪರ್ ಅನ್ನು ಕವರ್ ಒಂದರಲ್ಲಿ ಇರಿಸಿ ಸೀಲ್ ಮಾಡಿ ಬಳಿಕ ಅದನ್ನು: [386, 415, 532, 541]
- headline-media-line1: ಎಲ್ಲಾ ಮಾಧ್ಯಮಗಳ ಮೇಲೆ: [706, 935, 860, 956]
- headline-rahul-line2: ಅಪಮಾನ: ರಾಹುಲ್ ಕಿಡಿ: [728, 143, 894, 167]
- section-label-local: ಸ್ಥಳೀಯ: [806, 1168, 878, 1202]
- column-divider-right: [696, 114, 698, 1164]
- date-english: 19 FRIDAY APRIL 2024: [730, 68, 849, 80]
- photo-ramanavami-prasada: [386, 630, 684, 820]
- article-text: ಸದರಿ ಪ್ರದೇಶಗಳಲ್ಲಿನ ವ್ಯವಹಾರಗಳ ಕುರಿತು ಹಾಗೂ ಮದುವೆ, ಸಭೆ, ಸಮಾರಂಭಗಳನ್ನು ಏರ್ಪಡಿಸುವವರ ಮೇಲೂ ನಿಗಾ ಇಡುವಂತೆ ತಿಳಿಸಿದರು. ಬೆಂಗಳೂರು ಗ್ರಾಮಾಂತರ ಲೋಕಸಭಾ ಕ್ಷೇತ್ರದಲ್ಲಿನ ಪ್ರತಿದಿನದ ಚಟುವಟಿಕೆಗಳ ಮೇಲೆ ನಿಗಾ ವಹಿಸುವಂತೆ ಹಾಗೂ ಸಿ-ವಿಜಿಲ್ ಮೂಲಕ ಸಾರ್ವಜನಿಕರಿಂದ ಸ್ವೀಕೃತವಾಗುವಂತಹ ದೂರುಗಳನ್ನು ವೆಚ್ಚ ವೀಕ್ಷಕರ ಗಮನಕ್ಕೆ ತಂದು ಕೂಡಲೇ ಪರಿಹರಿಸುವಂತೆ ತಿಳಿಸಿದರು. ಅಧಿಕಾರಿಗಳು ಚುನಾವಣಾ ನೀತಿ ಸಂಹಿತೆ ಉಲ್ಲಂಘನೆಯ ದೂರುಗಳನ್ನು ಸ್ವೀಕರಿಸಿದಾಗ, ಅವುಗಳ ಮೇಲೆ ತೆಗೆದುಕೊಂಡ ಕ್ರಮಗಳನ್ನು ನಿರ್ವಹಿಸುವಂತೆ: [142, 684, 248, 821]
- paragraph: ನೀವು ಸಮಾಜದಲ್ಲಿ ಇರುವ ತಾರತಮ್ಯಗಳನ್ನು ಪ್ರಶ್ನೆ ಮಾಡಿದಾಗ ನಿಮ್ಮ ಮೇಲೆ ಹಲ್ಲೆ ಮಾಡುತ್ತಾರೆ. ನಿಮ್ಮ ಮೇಲೆ ಹಲ್ಲೆ ಮಾಡುತ್ತಾರೆ ಎಂದರೆ ನೀವು ಒಳ್ಳೆಯ ಕೆಲಸಗಳನ್ನು ಮಾಡುತ್ತಾ ಇದ್ದೀರಿ ಎಂದರ್ಥ. ಯಾವತ್ತೂ ಭಯ ಪಡಬಾರದು, ಇಟ್ಟ ಹೆಜ್ಜೆಯನ್ನು ಹಿಂದಕ್ಕೆ ಇಡಬಾರದು. ದೇವಲಿಯಲ್ಲಿ ಕುಳಿತಿರುವ ಸರ್ಕಾರ ಅಸಮಾನತೆಯನ್ನು ದೇಶದ ತುಂಬಾ ಹರಡುತ್ತಿದೆ. ದೇಶದ 22 ಉದ್ಯಮಿಗಳ 17 ಲಕ್ಷ ಕೋಟಿ ಸಾಲವನ್ನು ಮನ್ನಾ ಮಾಡಿದ್ದಾರೆ. 22 ಜನ ಉದ್ಯಮಿಗಳ ಸಾಲ ಮನ್ನಾ ಮಾಡಿರುವ ಹಣದಲ್ಲಿ ನರೇಗಾ ಯೋಜನೆಯನ್ನು 25 ವರ್ಷಗಳ ಕಾಲ ನಡೆಸಬಹುದು ಎಂದರು.: [706, 320, 914, 393]
- photo-deputy-commissioner: [860, 990, 916, 1068]
- logo-word-black: ವಾರ್ತೆ: [471, 42, 553, 88]
- article-text: ಕೋಲಾರ: ಚುನಾವಣಾ ನೀತಿ ಸಂಹಿತೆ ಕಟ್ಟುನಿಟ್ಟಾಗಿ ಪಾಲಿಸುವ ನಿಟ್ಟಿನಲ್ಲಿ ನಿಯೋಜಿತ ಸಮಿತಿ ಯೂಟ್ಯೂಬ್, ಫೇಸ್ ಬುಕ್, ಇನ್ ಸ್ಟಾಗ್ರಾಂ, ಟ್ವಿಟ್ಟರ್ ಹಾಗೂ ವ್ಯಾಟ್ಸ್ ಆಪ್‌ಗಳ ಮೇಲೆ ತೀವ್ರ ನಿಗಾ ಇಡಬೇಕು. ಜಾಹೀರಾತು ವೆಚ್ಚ ಕುರಿತು ಸಮಿತಿ ಕೂಲಂಕಷವಾಗಿ ಪರಿಶೀಲನೆ ನಡೆಸಬೇಕು ಎಂದು ಜಿಲ್ಲಾ ಚುನಾವಣಾಧಿಕಾರಿ ಅಕ್ರಂ ಪಾಷ ಸೂಚಿಸಿದರು.: [706, 986, 856, 1048]
- article-text: ಚಿನ್ನಪ್ಪ, ಬಿದಲೂರು ಎಸ್.ಪಿ ಮುನಿರಾಜು, ಕೋಡಗುರ್ಕಿ ನಾರಾಯಣಸ್ವಾಮಿ , ಚೌಡಪ್ಪನಹಳ್ಳಿ ಲೋಕೇಶ್, ರಾಮಚಂದ್ರಪ್ಪ, ವೀರೇಗೌಡ, ಹಳಿಯೂರು ರಮೇಶ್, ಸುಜಿ, ಮುನಿರಾಜು, ಮುಂತಾದ ನೇರಿದಂತೆ ಪಕ್ಷದ ಹಲವಾರು ಮುಖಂಡರು ಮತ್ತು ಕಾರ್ಯಕರ್ತರು ಇದ್ದರು.: [546, 292, 684, 344]
- headline-yuvakaru: ಯುವಕರನ್ನು ದಾರಿ ತಪ್ಪಿಸುವ ಕೆಲಸ ಬಿಜೆಪಿ ಮಾಡುತ್ತಿದೆ: ಕೆ.ಎನ್.ರಾಜಣ್ಣ: [28, 923, 515, 947]
- article-text: ಸಾಲ ಮನ್ನಾ ಮಾಡಲಾಗುತ್ತದೆ ಎಲ್ಲಾ ವರ್ಗಗಳ ಉತ್ತಮ ಬೆಳವಣಿಗೆಗೆ ಅವಶ್ಯಕವಾದ ಯೋಜನೆಗಳನ್ನು ರೂಪಿಸಿದೆ ಎಂದು ಹೇಳಿದರು. ಇದೇ ಸಂದರ್ಭದಲ್ಲಿ ಕಾಂಗ್ರೆಸ್ ಪಕ್ಷದ ಮುಖಂಡರು ಮುನಿ ನರಸಿಂಹಯ್ಯ, ವಿ.ಶಾಂತಕುಮಾರ್, ಚಿನ್ನಪ್ಪ, ಅನಂತಕುಮಾರಿ: [400, 292, 536, 344]
- article-text: ಬೆಂಗಳೂರು: ಕಾಂಗ್ರೆಸ್ ಗ್ಯಾರಂಟಿಗಳನ್ನು ಮುಟ್ಟುವುದು ಬಿಜೆಪಿ– ದಳದ ಹಣೆಯಲ್ಲಿ ಬರೆದಿಲ್ಲ. ಇದಕ್ಕೆ ಕಾಂಗ್ರೆಸ್ ಅವಕಾಶ ಕೊಡುವುದಿಲ್ಲ. ರಾಜ್ಯದಲ್ಲಿ ಕಾಂಗ್ರೆಸ್ 20 ಕ್ಕೂ ಹೆಚ್ಚು ಸ್ಥಾನಗಳನ್ನು ಗೆಲ್ಲಲಿದೆ” ಎಂದು ಡಿಸಿಎಂ ಡಿ.ಕೆ.ಶಿವಕುಮಾರ್ ಅವರು ಹೇಳಿದ್ದಾರೆ. ಕೆಪಿಸಿಸಿ ಕಚೇರಿಯಲ್ಲಿ ಬಿಜೆಪಿ ಸಂಸದ ಕರಡಿ ಸಂಗಣ್ಣ ಮತ್ತಿತರರ ಪಕ್ಷ ಸೇರ್ಪಡೆ ಕಾರ್ಯಕ್ರಮದಲ್ಲಿ ಮಾತನಾಡಿದ ಡಿಸಿಎಂ ಡಿ.ಕೆ. ಶಿವಕುಮಾರ್ ಅವರು, ಕೇಂದ್ರದಲ್ಲಿ ಎನ್‌ಡಿಎ ಅಧಿಕಾರಕ್ಕೆ ಬಂದರೆ ಗ್ಯಾರಂಟಿಗಳನ್ನು ತೆಗೆದುಹಾಕುತ್ತೇವೆ ಎಂದು ಬಿಜೆಪಿ ರಾಜ್ಯಾಧ್ಯಕ್ಷ ವಿಜಯೇಂದ್ರ: [42, 1255, 152, 1380]
- page-number: 3: [22, 34, 74, 106]
- logo-word-red: ಮುಂಜಾನೆ: [336, 42, 467, 88]
- photo-garland-ceremony: [400, 166, 682, 288]
- section-rule: [24, 380, 696, 382]
